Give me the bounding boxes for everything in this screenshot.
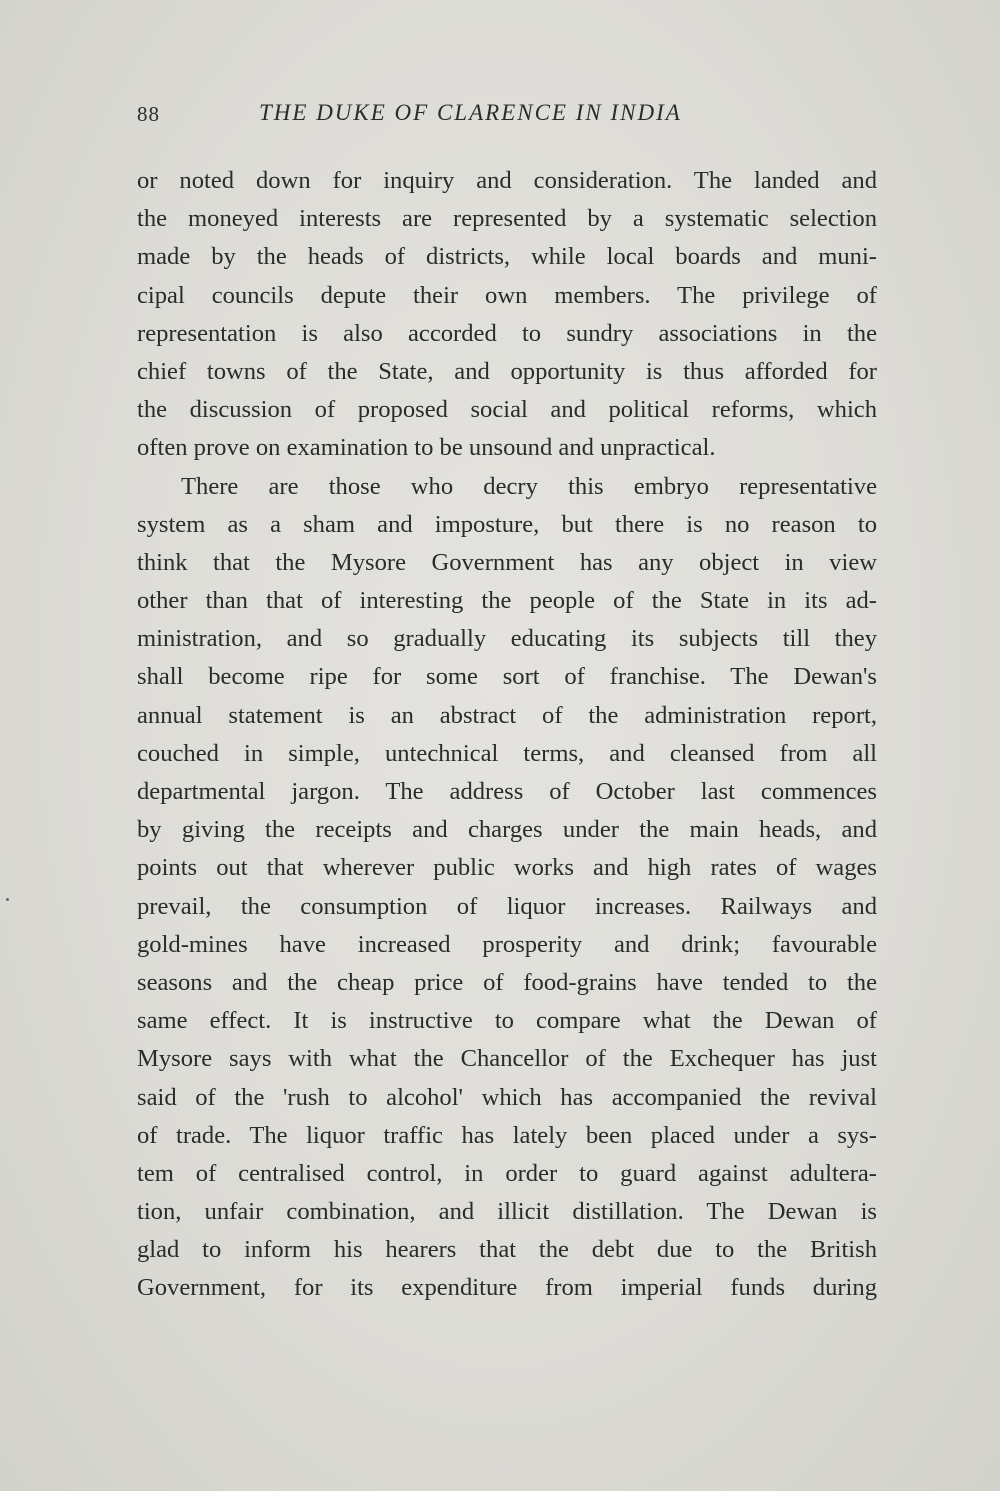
text-line: annual statement is an abstract of the administration report, — [137, 701, 877, 729]
running-head — [137, 96, 877, 136]
text-line: points out that wherever public works and high rates of wages — [137, 854, 877, 882]
text-line: seasons and the cheap price of food-grains have tended to the — [137, 968, 877, 996]
text-line: other than that of interesting the people of the State in its ad- — [137, 587, 877, 615]
text-line: gold-mines have increased prosperity and drink; favourable — [137, 930, 877, 958]
text-line: same effect. It is instructive to compare what the Dewan of — [137, 1007, 877, 1035]
paragraph-last-line: often prove on examination to be unsound and unpractical. — [137, 434, 716, 462]
text-line: representation is also accorded to sundry associations in the — [137, 319, 877, 347]
page-number: 88 — [137, 102, 160, 126]
text-line: couched in simple, untechnical terms, and cleansed from all — [137, 739, 877, 767]
text-line: Government, for its expenditure from imperial funds during — [137, 1274, 877, 1302]
text-line: of trade. The liquor traffic has lately been placed under a sys- — [137, 1121, 877, 1149]
text-line: system as a sham and imposture, but there is no reason to — [137, 510, 877, 538]
running-title: THE DUKE OF CLARENCE IN INDIA — [259, 100, 682, 125]
text-line: glad to inform his hearers that the debt due to the British — [137, 1236, 877, 1264]
text-line: or noted down for inquiry and consideration. The landed and — [137, 167, 877, 194]
paper-speck — [6, 898, 9, 901]
text-line: tion, unfair combination, and illicit distillation. The Dewan is — [137, 1198, 877, 1226]
text-line: said of the 'rush to alcohol' which has accompanied the revival — [137, 1083, 877, 1111]
text-line: think that the Mysore Government has any object in view — [137, 548, 877, 576]
text-line: tem of centralised control, in order to guard against adultera- — [137, 1159, 877, 1187]
text-line: made by the heads of districts, while local boards and muni- — [137, 243, 877, 271]
paragraph-first-line: There are those who decry this embryo representative — [181, 472, 877, 500]
text-line: cipal councils depute their own members. The privilege of — [137, 281, 877, 309]
text-line: departmental jargon. The address of October last commences — [137, 778, 877, 805]
text-line: by giving the receipts and charges under the main heads, and — [137, 816, 877, 844]
body-text — [137, 162, 877, 1308]
text-line: Mysore says with what the Chancellor of the Exchequer has just — [137, 1045, 877, 1073]
text-line: the moneyed interests are represented by a systematic selection — [137, 205, 877, 233]
text-line: prevail, the consumption of liquor increases. Railways and — [137, 892, 877, 920]
text-line: shall become ripe for some sort of franchise. The Dewan's — [137, 663, 877, 691]
text-line: ministration, and so gradually educating its subjects till they — [137, 625, 877, 653]
text-line: the discussion of proposed social and political reforms, which — [137, 396, 877, 424]
text-line: chief towns of the State, and opportunity is thus afforded for — [137, 357, 877, 385]
